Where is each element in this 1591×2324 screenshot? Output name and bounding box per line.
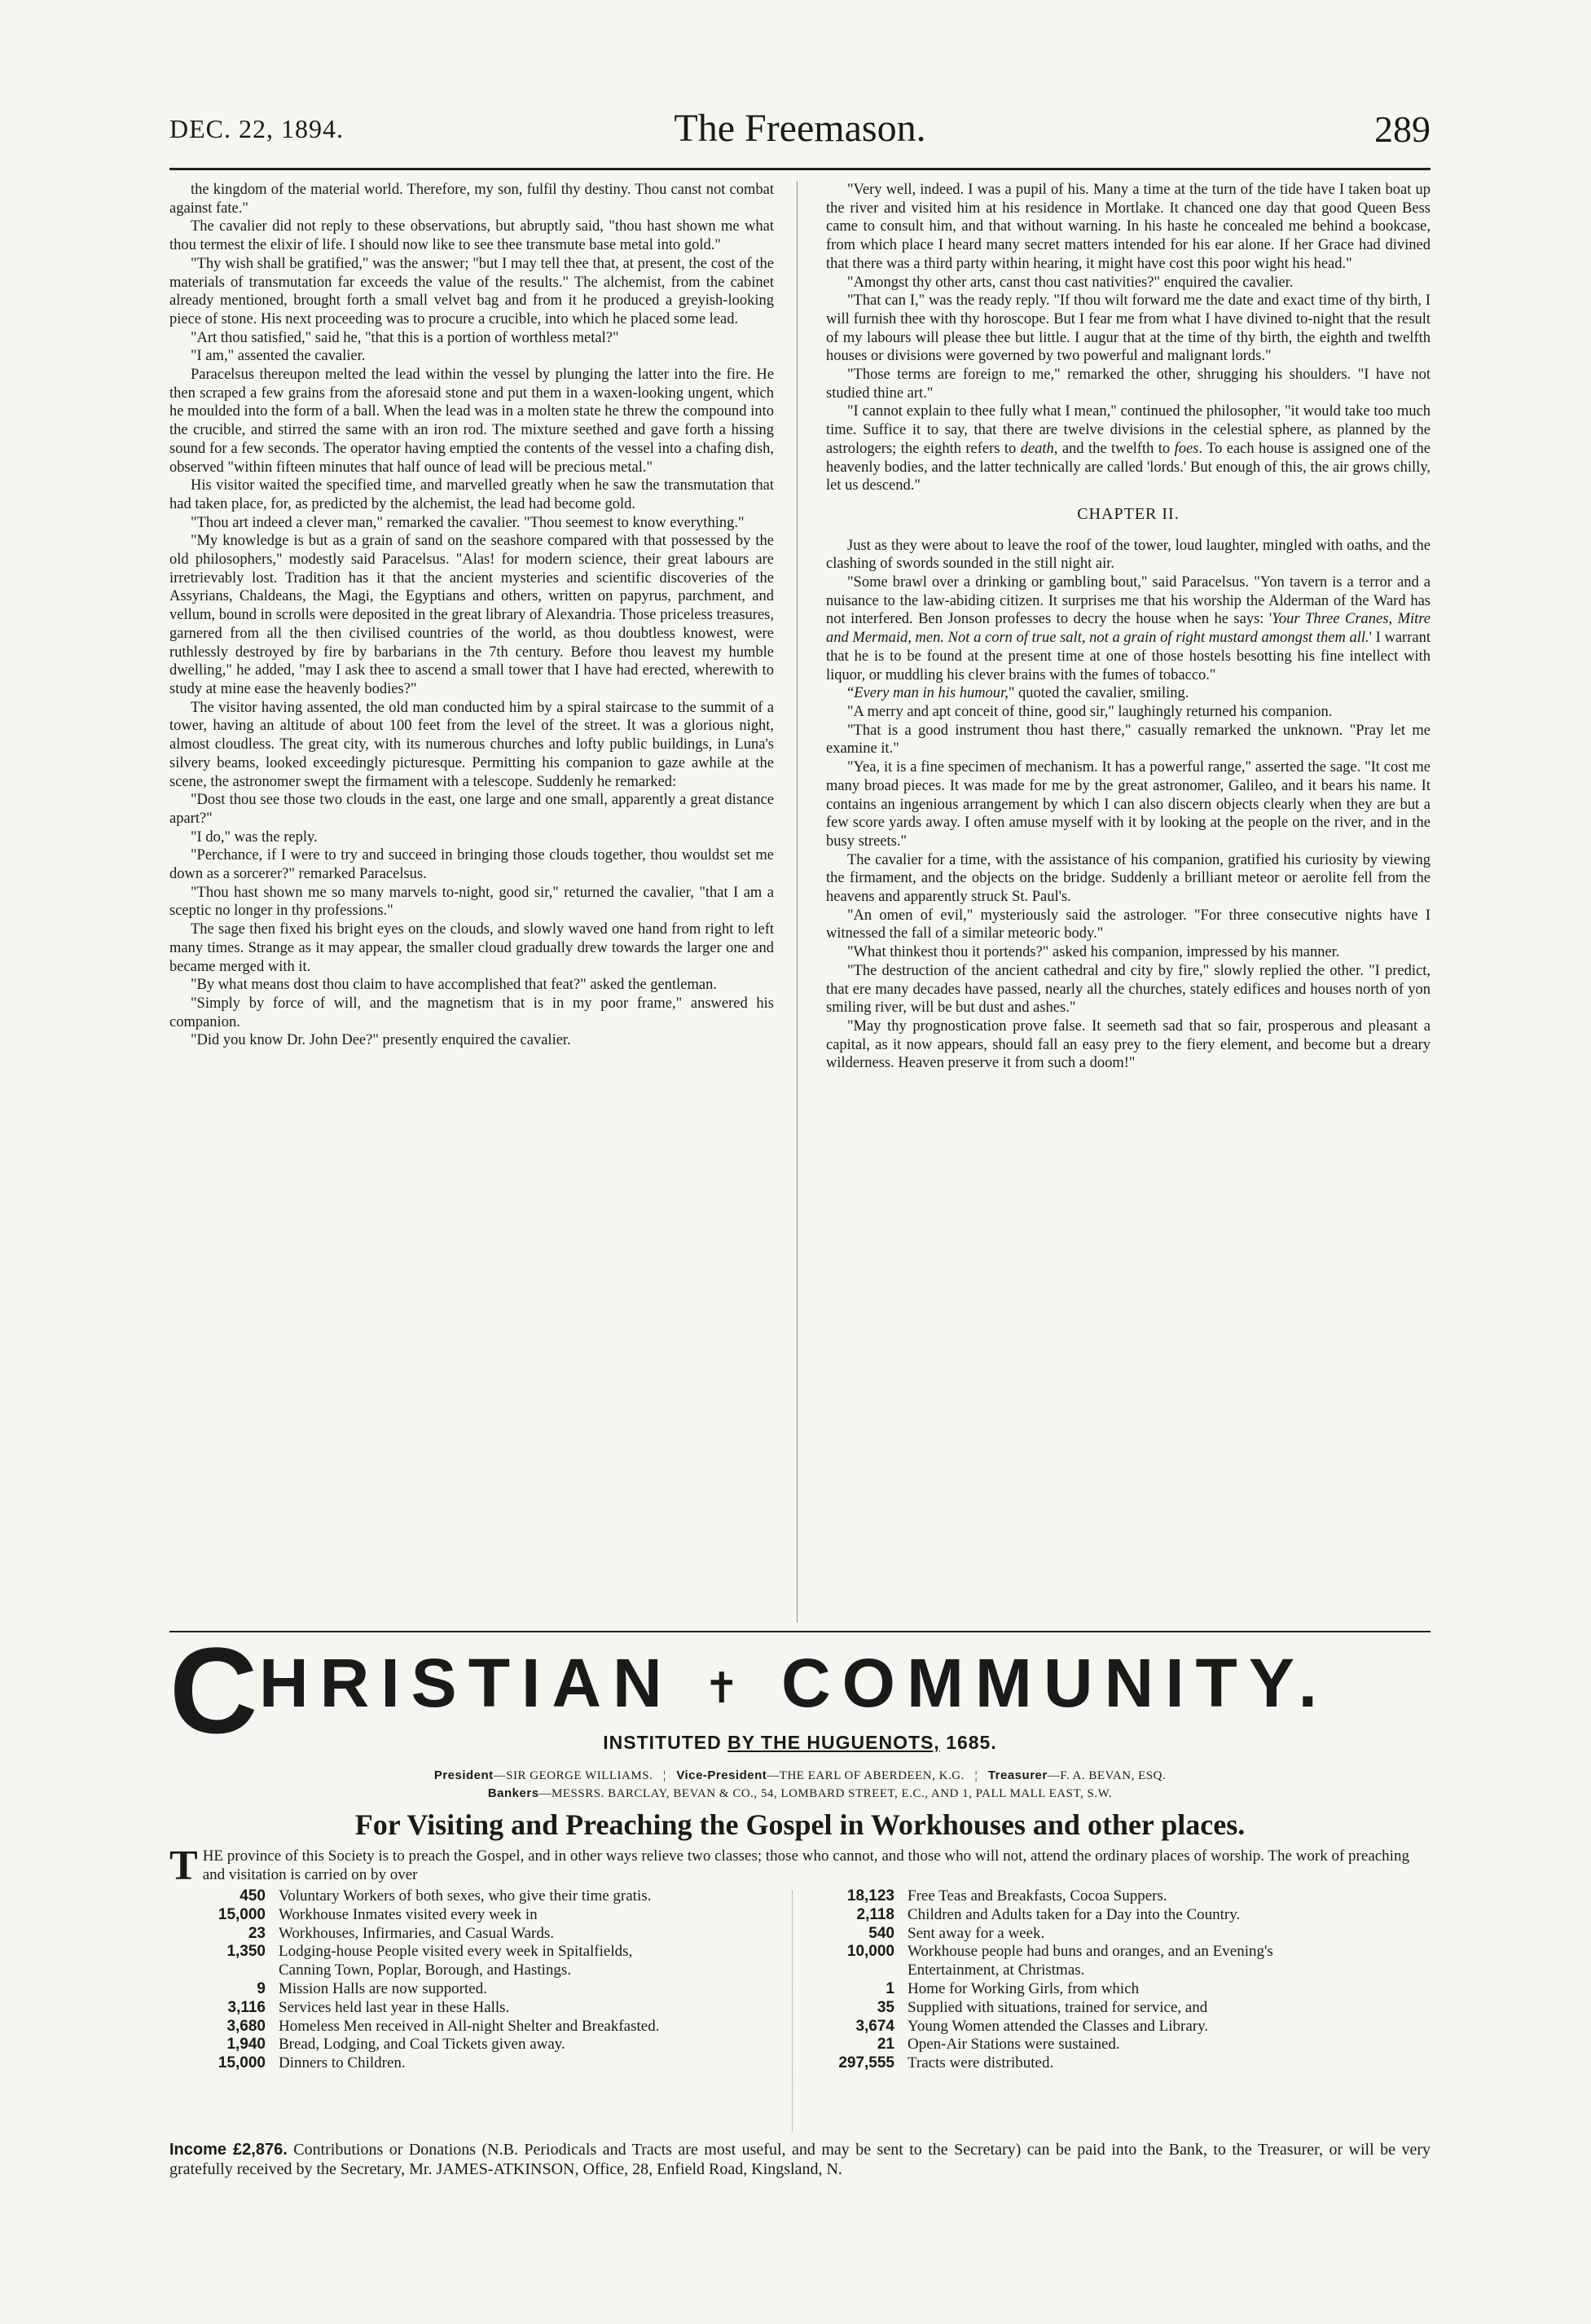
stat-number: 21: [877, 2036, 894, 2054]
issue-date: DEC. 22, 1894.: [169, 114, 344, 143]
advert-initial: C: [169, 1622, 258, 1759]
advert-instituted: INSTITUTED BY THE HUGUENOTS, 1685.: [603, 1732, 997, 1753]
advert-bankers: Bankers—MESSRS. BARCLAY, BEVAN & CO., 54, LOMBARD STREET, E.C., AND 1, PALL MALL EAST, S.W.: [487, 1786, 1113, 1800]
stat-number: 540: [868, 1924, 894, 1942]
page-number: 289: [1374, 108, 1431, 150]
stat-number: 1,350: [226, 1943, 266, 1961]
paragraph: "A merry and apt conceit of thine, good sir," laughingly returned his companion.: [847, 703, 1333, 720]
chapter-heading: CHAPTER II.: [1077, 504, 1180, 523]
stat-row: [805, 2018, 1431, 2036]
advert-title: HRISTIAN ✝ COMMUNITY.: [259, 1645, 1329, 1721]
stat-row: [805, 1925, 1431, 1944]
stat-number: 23: [248, 1924, 266, 1942]
right-column-part-b: [826, 537, 1431, 573]
paragraph: "I am," assented the cavalier.: [191, 348, 366, 365]
paragraph: The sage then fixed his bright eyes on the clouds, and slowly waved one hand from right to left many times. Strange as it may appear, the smaller cloud gradually drew towards the larger one and became merged with it.: [169, 921, 774, 975]
stat-number: 35: [877, 1998, 894, 2016]
advert-officers: President—SIR GEORGE WILLIAMS. ¦ Vice-President—THE EARL OF ABERDEEN, K.G. ¦ Treasurer—F. A. BEVAN, ESQ.: [433, 1768, 1167, 1782]
right-column-part-c: [826, 703, 1431, 1073]
right-column-part-a: [826, 181, 1431, 402]
stat-number: 3,674: [855, 2017, 894, 2035]
stat-number: 3,680: [226, 2017, 266, 2035]
paragraph-humour: “Every man in his humour," quoted the cavalier, smiling.: [847, 685, 1189, 702]
stats-divider: [792, 1891, 793, 2132]
paragraph-astrology: "I cannot explain to thee fully what I mean," continued the philosopher, "it would take too much time. Suffice it to say, that there are twelve divisions in the celestial sphere, as planned by the astrologers; the eighth refers to death, and the twelfth to foes. To each house is assigned one of the heavenly bodies, and the latter technically are called 'lords.' But enough of this, the air grows chilly, let us descend.": [826, 403, 1431, 494]
paragraph: The cavalier for a time, with the assistance of his companion, gratified his curiosity by viewing the firmament, and the objects on the bridge. Suddenly a brilliant meteor or aerolite fell from the heavens and apparently struck St. Paul's.: [826, 851, 1431, 906]
cross-icon: ✝: [704, 1664, 751, 1712]
stat-row: [169, 2018, 772, 2036]
right-column: [826, 181, 1431, 1073]
stat-row: [805, 2054, 1431, 2073]
paragraph: "An omen of evil," mysteriously said the astrologer. "For three consecutive nights have I witnessed the fall of a similar meteoric body.": [826, 907, 1431, 942]
intro-initial: T: [169, 1843, 198, 1889]
paragraph: "Art thou satisfied," said he, "that this is a portion of worthless metal?": [191, 329, 619, 346]
paragraph: "Thou hast shown me so many marvels to-night, good sir," returned the cavalier, "that I am a sceptic no longer in thy professions.": [169, 884, 774, 920]
paragraph: The visitor having assented, the old man conducted him by a spiral staircase to the summit of a tower, having an altitude of about 100 feet from the level of the street. It was a glorious night, almost cloudless. The great city, with its numerous churches and lofty public buildings, in Luna's silvery beams, looked exceedingly picturesque. Permitting his companion to gaze awhile at the scene, the astronomer swept the firmament with a telescope. Suddenly he remarked:: [169, 699, 774, 790]
paragraph: "The destruction of the ancient cathedral and city by fire," slowly replied the other. "I predict, that ere many decades have passed, nearly all the churches, stately edifices and houses north of yon smiling river, will be but dust and ashes.": [826, 962, 1431, 1017]
paragraph: "My knowledge is but as a grain of sand on the seashore compared with that possessed by the old philosophers," modestly said Paracelsus. "Alas! for modern science, their great labours are irretrievably lost. Tradition has it that the ancient mysteries and scientific discoveries of the Assyrians, Chaldeans, the Magi, the Egyptians and others, written on papyrus, parchment, and vellum, bound in scrolls were deposited in the great library of Alexandria. Those priceless treasures, garnered from all the then civilised countries of the world, as thou doubtless knowest, were ruthlessly destroyed by fire by barbarians in the 7th century. Before thou leavest my humble dwelling," he added, "may I ask thee to ascend a small tower that I have had erected, wherewith to study at mine ease the heavenly bodies?": [169, 533, 774, 697]
stat-description: Workhouses, Infirmaries, and Casual Wards.: [279, 1924, 554, 1942]
stat-description: Lodging-house People visited every week in Spitalfields,: [279, 1943, 633, 1961]
masthead-title: The Freemason.: [674, 107, 926, 150]
paragraph: Paracelsus thereupon melted the lead within the vessel by plunging the latter into the fire. He then scraped a few grains from the aforesaid stone and put them in a waxen-looking ungent, which he moulded into the form of a ball. When the lead was in a molten state he threw the compound into the crucible, and stirred the same with an iron rod. The mixture seethed and gave forth a hissing sound for a few seconds. The operator having emptied the contents of the vessel into a chafing dish, observed "within fifteen minutes that half ounce of lead will be precious metal.": [169, 367, 774, 476]
paragraph: "Thou art indeed a clever man," remarked the cavalier. "Thou seemest to know everything.": [191, 514, 745, 531]
paragraph: "Yea, it is a fine specimen of mechanism. It has a powerful range," asserted the sage. "It cost me many broad pieces. It was made for me by the great astronomer, Galileo, and it bears his name. It contains an ingenious arrangement by which I can also discern objects clearly when they are but a few score yards away. I often amuse myself with it by looking at the people on the river, and in the busy streets.": [826, 759, 1431, 850]
paragraph: "Perchance, if I were to try and succeed in bringing those clouds together, thou wouldst set me down as a sorcerer?" remarked Paracelsus.: [169, 847, 774, 883]
paragraph: "Dost thou see those two clouds in the east, one large and one small, apparently a great distance apart?": [169, 792, 774, 827]
paragraph: "I do," was the reply.: [191, 828, 318, 846]
stat-number: 1: [886, 1979, 894, 1997]
paragraph: His visitor waited the specified time, and marvelled greatly when he saw the transmutation that had taken place, for, as predicted by the alchemist, the lead had become gold.: [169, 477, 774, 512]
stat-row: [169, 2036, 772, 2054]
paragraph: "Those terms are foreign to me," remarked the other, shrugging his shoulders. "I have not studied thine art.": [826, 367, 1431, 402]
paragraph: "Very well, indeed. I was a pupil of his. Many a time at the turn of the tide have I taken boat up the river and visited him at his residence in Mortlake. It chanced one day that good Queen Bess came to consult him, and that without warning. In his haste he concealed me behind a bookcase, from which place I heard many secret matters intended for his ear alone. If her Grace had divined that there was a third party within hearing, it might have cost this poor wight his head.": [826, 182, 1431, 272]
paragraph: The cavalier did not reply to these observations, but abruptly said, "thou hast shown me what thou termest the elixir of life. I should now like to see thee transmute base metal into gold.": [169, 218, 774, 254]
stat-row: [169, 1980, 772, 1999]
stat-description: Canning Town, Poplar, Borough, and Hastings.: [279, 1962, 572, 1979]
paragraph-tavern: "Some brawl over a drinking or gambling bout," said Paracelsus. "Yon tavern is a terror and a nuisance to the law-abiding citizen. It surprises me that his worship the Alderman of the Ward has not interfered. Ben Jonson professes to decry the house when he says: 'Your Three Cranes, Mitre and Mermaid, men. Not a corn of true salt, not a grain of right mustard amongst them all.' I warrant that he is to be found at the present time at one of those hostels besotting his fine intellect with liquor, or muddling his clever brains with the fumes of tobacco.": [826, 574, 1431, 683]
stat-description: Services held last year in these Halls.: [279, 1998, 510, 2016]
page-header: [169, 106, 1431, 163]
stat-row: [169, 2054, 772, 2073]
advert-statistics: [169, 1887, 1431, 2138]
paragraph: "Simply by force of will, and the magnetism that is in my poor frame," answered his companion.: [169, 995, 774, 1030]
stat-number: [169, 1962, 279, 1980]
stat-number: 15,000: [218, 2054, 266, 2072]
advert-footer: Income £2,876. Contributions or Donations (N.B. Periodicals and Tracts are most useful, and may be sent to the Secretary) can be paid into the Bank, to the Treasurer, or will be very gratefully received by the Secretary, Mr. JAMES-ATKINSON, Office, 28, Enfield Road, Kingsland, N.: [169, 2141, 1431, 2178]
stat-number: 15,000: [218, 1905, 266, 1923]
stat-description: Voluntary Workers of both sexes, who give their time gratis.: [279, 1887, 652, 1904]
stat-description: Mission Halls are now supported.: [279, 1979, 487, 1997]
stat-number: 297,555: [838, 2054, 894, 2072]
stat-row: [805, 1962, 1431, 1980]
stats-right-column: [805, 1887, 1431, 2073]
stat-row: [805, 1980, 1431, 1999]
stat-number: 450: [240, 1887, 266, 1904]
paragraph: "Amongst thy other arts, canst thou cast nativities?" enquired the cavalier.: [847, 274, 1294, 291]
stat-description: Sent away for a week.: [908, 1924, 1045, 1942]
stat-description: Open-Air Stations were sustained.: [908, 2036, 1120, 2054]
paragraph: "That is a good instrument thou hast there," casually remarked the unknown. "Pray let me examine it.": [826, 722, 1431, 758]
paragraph: the kingdom of the material world. Therefore, my son, fulfil thy destiny. Thou canst not combat against fate.": [169, 182, 774, 217]
advert-intro: THE province of this Society is to preach the Gospel, and in other ways relieve two classes; those who cannot, and those who will not, attend the ordinary places of worship. The work of preaching and visitation is carried on by over: [169, 1843, 1409, 1889]
stat-description: Home for Working Girls, from which: [908, 1979, 1140, 1997]
stat-number: [805, 1962, 908, 1980]
stat-row: [805, 2036, 1431, 2054]
paragraph: "What thinkest thou it portends?" asked his companion, impressed by his manner.: [847, 944, 1340, 961]
stat-row: [169, 1887, 772, 1906]
stat-description: Tracts were distributed.: [908, 2054, 1054, 2072]
stat-row: [805, 1943, 1431, 1962]
advert-rule: [169, 1631, 1431, 1632]
stat-row: [169, 1925, 772, 1944]
stat-row: [805, 1906, 1431, 1925]
column-divider: [797, 181, 798, 1623]
paragraph: Just as they were about to leave the roof of the tower, loud laughter, mingled with oaths, and the clashing of swords sounded in the still night air.: [826, 537, 1431, 573]
header-rule: [169, 168, 1431, 170]
stat-description: Dinners to Children.: [279, 2054, 406, 2072]
advertisement: [169, 1622, 1431, 2179]
stat-row: [805, 1999, 1431, 2018]
stat-number: 1,940: [226, 2036, 266, 2054]
stat-row: [805, 1887, 1431, 1906]
stat-row: [169, 1999, 772, 2018]
stat-number: 18,123: [846, 1887, 894, 1904]
stat-description: Young Women attended the Classes and Library.: [908, 2017, 1209, 2035]
stat-row: [169, 1906, 772, 1925]
paragraph: "Thy wish shall be gratified," was the answer; "but I may tell thee that, at present, the cost of the materials of transmutation far exceeds the value of the results." The alchemist, from the cabinet already mentioned, brought forth a small velvet bag and from it he produced a greyish-looking piece of stone. His next proceeding was to procure a crucible, into which he placed some lead.: [169, 255, 774, 327]
stat-description: Workhouse people had buns and oranges, and an Evening's: [908, 1943, 1273, 1961]
stat-number: 3,116: [227, 1998, 266, 2016]
stat-description: Children and Adults taken for a Day into the Country.: [908, 1905, 1241, 1923]
paragraph: "Did you know Dr. John Dee?" presently enquired the cavalier.: [191, 1032, 571, 1049]
stat-description: Homeless Men received in All-night Shelter and Breakfasted.: [279, 2017, 660, 2035]
paragraph: "That can I," was the ready reply. "If thou wilt forward me the date and exact time of thy birth, I will furnish thee with thy horoscope. But I fear me from what I have divined to-night that the result of my labours will please thee but little. I augur that at the time of thy birth, the eighth and twelfth houses or divisions were governed by two powerful and malignant lords.": [826, 292, 1431, 365]
stat-row: [169, 1962, 772, 1980]
stat-description: Workhouse Inmates visited every week in: [279, 1905, 538, 1923]
stat-number: 9: [257, 1979, 266, 1997]
stat-description: Free Teas and Breakfasts, Cocoa Suppers.: [908, 1887, 1167, 1904]
stat-description: Entertainment, at Christmas.: [908, 1962, 1085, 1979]
paragraph: "By what means dost thou claim to have accomplished that feat?" asked the gentleman.: [191, 977, 717, 994]
stat-description: Bread, Lodging, and Coal Tickets given away.: [279, 2036, 565, 2054]
paragraph: "May thy prognostication prove false. It seemeth sad that so fair, prosperous and pleasant a capital, as it now appears, should fall an easy prey to the fiery element, and become but a dreary wilderness. Heaven preserve it from such a doom!": [826, 1017, 1431, 1072]
left-column: [169, 181, 774, 1050]
stat-number: 10,000: [846, 1943, 894, 1961]
advert-subheading: For Visiting and Preaching the Gospel in Workhouses and other places.: [354, 1808, 1246, 1841]
stats-left-column: [169, 1887, 772, 2073]
stat-row: [169, 1943, 772, 1962]
stat-number: 2,118: [856, 1905, 894, 1923]
stat-description: Supplied with situations, trained for service, and: [908, 1998, 1208, 2016]
